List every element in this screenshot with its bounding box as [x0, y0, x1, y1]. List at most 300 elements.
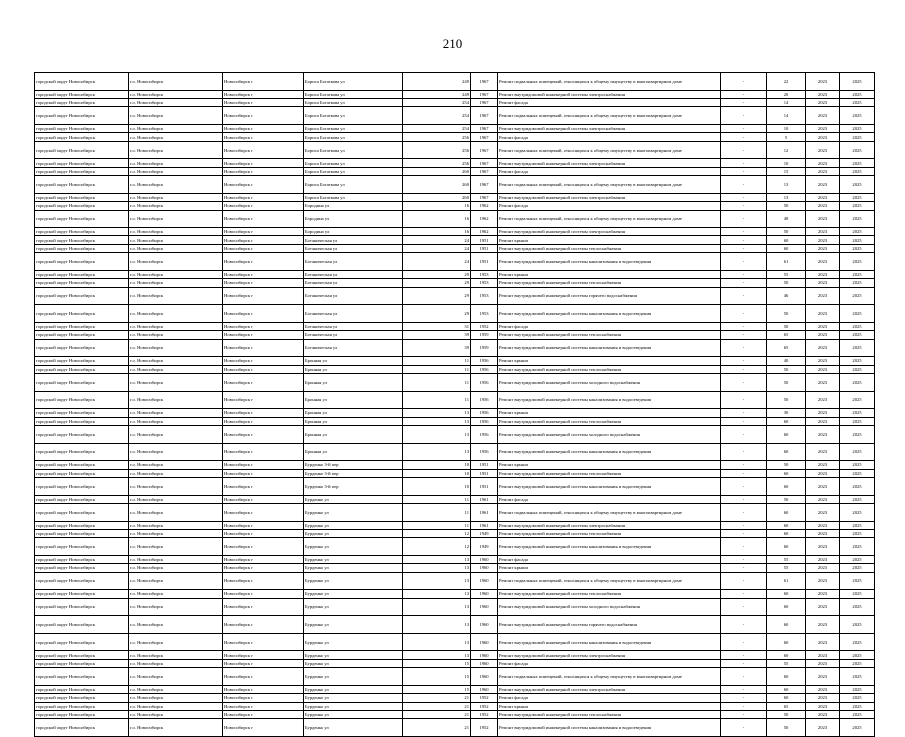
- cost-cell: 20: [767, 90, 806, 98]
- district-cell: городской округ Новосибирск: [35, 331, 129, 339]
- work-type-cell: Ремонт внутридомовой инженерной системы канализования и водоотведения: [498, 477, 721, 495]
- end-year-cell: 2025: [840, 305, 875, 323]
- cost-cell: 13: [767, 193, 806, 201]
- district-cell: городской округ Новосибирск: [35, 668, 129, 686]
- build-year-cell: 1967: [471, 107, 498, 125]
- district-cell: городской округ Новосибирск: [35, 503, 129, 521]
- locality-cell: Новосибирск г: [223, 461, 304, 469]
- table-row: [35, 633, 875, 651]
- cost-cell: 50: [767, 719, 806, 737]
- dash-cell: -: [721, 651, 767, 659]
- work-type-cell: Ремонт фасада: [498, 98, 721, 106]
- build-year-cell: 1956: [471, 391, 498, 409]
- work-type-cell: Ремонт подвальных помещений, относящихся к общему имуществу в многоквартирном доме: [498, 572, 721, 590]
- house-number-cell: 13: [403, 651, 471, 659]
- municipality-cell: г.о. Новосибирск: [129, 694, 223, 702]
- cost-cell: 50: [767, 228, 806, 236]
- house-number-cell: 11: [403, 521, 471, 529]
- end-year-cell: 2025: [840, 702, 875, 710]
- build-year-cell: 1960: [471, 564, 498, 572]
- end-year-cell: 2025: [840, 73, 875, 91]
- table-body: [35, 73, 875, 737]
- municipality-cell: г.о. Новосибирск: [129, 495, 223, 503]
- street-cell: Бурденко ул: [304, 503, 403, 521]
- locality-cell: Новосибирск г: [223, 373, 304, 391]
- build-year-cell: 1960: [471, 651, 498, 659]
- locality-cell: Новосибирск г: [223, 287, 304, 305]
- table-row: [35, 244, 875, 252]
- cost-cell: 10: [767, 159, 806, 167]
- district-cell: городской округ Новосибирск: [35, 719, 129, 737]
- start-year-cell: 2023: [806, 373, 840, 391]
- table-row: [35, 529, 875, 537]
- end-year-cell: 2025: [840, 633, 875, 651]
- cost-cell: 10: [767, 124, 806, 132]
- municipality-cell: г.о. Новосибирск: [129, 210, 223, 228]
- locality-cell: Новосибирск г: [223, 668, 304, 686]
- dash-cell: -: [721, 719, 767, 737]
- locality-cell: Новосибирск г: [223, 141, 304, 159]
- table-row: [35, 572, 875, 590]
- start-year-cell: 2023: [806, 167, 840, 175]
- dash-cell: -: [721, 616, 767, 634]
- end-year-cell: 2025: [840, 477, 875, 495]
- end-year-cell: 2025: [840, 141, 875, 159]
- work-type-cell: Ремонт внутридомовой инженерной системы теплоснабжения: [498, 417, 721, 425]
- cost-cell: 60: [767, 668, 806, 686]
- start-year-cell: 2023: [806, 98, 840, 106]
- table-row: [35, 538, 875, 556]
- table-row: [35, 141, 875, 159]
- build-year-cell: 1961: [471, 521, 498, 529]
- locality-cell: Новосибирск г: [223, 159, 304, 167]
- end-year-cell: 2025: [840, 193, 875, 201]
- locality-cell: Новосибирск г: [223, 124, 304, 132]
- work-type-cell: Ремонт фасада: [498, 167, 721, 175]
- street-cell: Бурденко ул: [304, 616, 403, 634]
- work-type-cell: Ремонт подвальных помещений, относящихся к общему имуществу в многоквартирном доме: [498, 107, 721, 125]
- table-row: [35, 409, 875, 417]
- table-row: [35, 443, 875, 461]
- table-row: [35, 159, 875, 167]
- locality-cell: Новосибирск г: [223, 391, 304, 409]
- house-number-cell: 15: [403, 685, 471, 693]
- build-year-cell: 1952: [471, 322, 498, 330]
- locality-cell: Новосибирск г: [223, 339, 304, 357]
- street-cell: Ботаническая ул: [304, 244, 403, 252]
- locality-cell: Новосибирск г: [223, 133, 304, 141]
- build-year-cell: 1960: [471, 616, 498, 634]
- dash-cell: -: [721, 659, 767, 667]
- start-year-cell: 2023: [806, 590, 840, 598]
- start-year-cell: 2023: [806, 244, 840, 252]
- house-number-cell: 249: [403, 90, 471, 98]
- district-cell: городской округ Новосибирск: [35, 409, 129, 417]
- district-cell: городской округ Новосибирск: [35, 521, 129, 529]
- build-year-cell: 1951: [471, 477, 498, 495]
- table-row: [35, 521, 875, 529]
- start-year-cell: 2023: [806, 253, 840, 271]
- district-cell: городской округ Новосибирск: [35, 159, 129, 167]
- dash-cell: -: [721, 244, 767, 252]
- district-cell: городской округ Новосибирск: [35, 202, 129, 210]
- dash-cell: -: [721, 710, 767, 718]
- table-row: [35, 176, 875, 194]
- end-year-cell: 2025: [840, 461, 875, 469]
- house-number-cell: 29: [403, 305, 471, 323]
- cost-cell: 55: [767, 564, 806, 572]
- start-year-cell: 2023: [806, 287, 840, 305]
- dash-cell: -: [721, 210, 767, 228]
- house-number-cell: 254: [403, 98, 471, 106]
- house-number-cell: 13: [403, 417, 471, 425]
- end-year-cell: 2025: [840, 598, 875, 616]
- locality-cell: Новосибирск г: [223, 253, 304, 271]
- start-year-cell: 2023: [806, 409, 840, 417]
- house-number-cell: 254: [403, 107, 471, 125]
- build-year-cell: 1951: [471, 253, 498, 271]
- build-year-cell: 1953: [471, 305, 498, 323]
- dash-cell: -: [721, 461, 767, 469]
- street-cell: Бориса Богаткова ул: [304, 193, 403, 201]
- work-type-cell: Ремонт внутридомовой инженерной системы теплоснабжения: [498, 365, 721, 373]
- street-cell: Бориса Богаткова ул: [304, 98, 403, 106]
- street-cell: Бурденко ул: [304, 710, 403, 718]
- build-year-cell: 1960: [471, 633, 498, 651]
- dash-cell: -: [721, 357, 767, 365]
- district-cell: городской округ Новосибирск: [35, 529, 129, 537]
- district-cell: городской округ Новосибирск: [35, 305, 129, 323]
- work-type-cell: Ремонт подвальных помещений, относящихся к общему имуществу в многоквартирном доме: [498, 503, 721, 521]
- locality-cell: Новосибирск г: [223, 538, 304, 556]
- work-type-cell: Ремонт внутридомовой инженерной системы электроснабжения: [498, 193, 721, 201]
- dash-cell: -: [721, 555, 767, 563]
- build-year-cell: 1949: [471, 529, 498, 537]
- locality-cell: Новосибирск г: [223, 73, 304, 91]
- locality-cell: Новосибирск г: [223, 322, 304, 330]
- table-row: [35, 694, 875, 702]
- locality-cell: Новосибирск г: [223, 590, 304, 598]
- table-row: [35, 98, 875, 106]
- district-cell: городской округ Новосибирск: [35, 210, 129, 228]
- start-year-cell: 2023: [806, 357, 840, 365]
- street-cell: Бурденко ул: [304, 694, 403, 702]
- district-cell: городской округ Новосибирск: [35, 598, 129, 616]
- street-cell: Бронная ул: [304, 409, 403, 417]
- cost-cell: 14: [767, 107, 806, 125]
- cost-cell: 60: [767, 590, 806, 598]
- dash-cell: -: [721, 391, 767, 409]
- work-type-cell: Ремонт внутридомовой инженерной системы теплоснабжения: [498, 331, 721, 339]
- table-row: [35, 495, 875, 503]
- district-cell: городской округ Новосибирск: [35, 391, 129, 409]
- locality-cell: Новосибирск г: [223, 202, 304, 210]
- house-number-cell: 256: [403, 159, 471, 167]
- build-year-cell: 1967: [471, 124, 498, 132]
- locality-cell: Новосибирск г: [223, 572, 304, 590]
- dash-cell: -: [721, 193, 767, 201]
- cost-cell: 60: [767, 538, 806, 556]
- street-cell: Ботаническая ул: [304, 305, 403, 323]
- end-year-cell: 2025: [840, 287, 875, 305]
- cost-cell: 55: [767, 555, 806, 563]
- house-number-cell: 11: [403, 373, 471, 391]
- street-cell: Ботаническая ул: [304, 287, 403, 305]
- cost-cell: 61: [767, 253, 806, 271]
- municipality-cell: г.о. Новосибирск: [129, 98, 223, 106]
- work-type-cell: Ремонт внутридомовой инженерной системы теплоснабжения: [498, 279, 721, 287]
- build-year-cell: 1952: [471, 710, 498, 718]
- district-cell: городской округ Новосибирск: [35, 236, 129, 244]
- locality-cell: Новосибирск г: [223, 210, 304, 228]
- house-number-cell: 13: [403, 572, 471, 590]
- build-year-cell: 1952: [471, 702, 498, 710]
- work-type-cell: Ремонт подвальных помещений, относящихся к общему имуществу в многоквартирном доме: [498, 176, 721, 194]
- district-cell: городской округ Новосибирск: [35, 702, 129, 710]
- work-type-cell: Ремонт фасада: [498, 133, 721, 141]
- municipality-cell: г.о. Новосибирск: [129, 167, 223, 175]
- cost-cell: 12: [767, 141, 806, 159]
- cost-cell: 60: [767, 616, 806, 634]
- district-cell: городской округ Новосибирск: [35, 90, 129, 98]
- table-row: [35, 305, 875, 323]
- dash-cell: -: [721, 477, 767, 495]
- house-number-cell: 12: [403, 538, 471, 556]
- cost-cell: 65: [767, 339, 806, 357]
- start-year-cell: 2023: [806, 598, 840, 616]
- municipality-cell: г.о. Новосибирск: [129, 331, 223, 339]
- dash-cell: -: [721, 322, 767, 330]
- street-cell: Бородина ул: [304, 202, 403, 210]
- build-year-cell: 1953: [471, 279, 498, 287]
- locality-cell: Новосибирск г: [223, 469, 304, 477]
- dash-cell: -: [721, 503, 767, 521]
- dash-cell: -: [721, 305, 767, 323]
- house-number-cell: 13: [403, 590, 471, 598]
- dash-cell: -: [721, 202, 767, 210]
- municipality-cell: г.о. Новосибирск: [129, 322, 223, 330]
- work-type-cell: Ремонт внутридомовой инженерной системы канализования и водоотведения: [498, 633, 721, 651]
- house-number-cell: 31: [403, 322, 471, 330]
- district-cell: городской округ Новосибирск: [35, 461, 129, 469]
- work-type-cell: Ремонт подвальных помещений, относящихся к общему имуществу в многоквартирном доме: [498, 210, 721, 228]
- dash-cell: -: [721, 529, 767, 537]
- end-year-cell: 2025: [840, 159, 875, 167]
- dash-cell: -: [721, 287, 767, 305]
- end-year-cell: 2025: [840, 244, 875, 252]
- district-cell: городской округ Новосибирск: [35, 633, 129, 651]
- district-cell: городской округ Новосибирск: [35, 417, 129, 425]
- work-type-cell: Ремонт внутридомовой инженерной системы канализования и водоотведения: [498, 391, 721, 409]
- house-number-cell: 15: [403, 668, 471, 686]
- dash-cell: -: [721, 633, 767, 651]
- end-year-cell: 2025: [840, 176, 875, 194]
- street-cell: Ботаническая ул: [304, 253, 403, 271]
- end-year-cell: 2025: [840, 357, 875, 365]
- work-type-cell: Ремонт подвальных помещений, относящихся к общему имуществу в многоквартирном доме: [498, 141, 721, 159]
- end-year-cell: 2025: [840, 90, 875, 98]
- municipality-cell: г.о. Новосибирск: [129, 425, 223, 443]
- district-cell: городской округ Новосибирск: [35, 443, 129, 461]
- dash-cell: -: [721, 73, 767, 91]
- municipality-cell: г.о. Новосибирск: [129, 270, 223, 278]
- house-number-cell: 24: [403, 236, 471, 244]
- build-year-cell: 1956: [471, 443, 498, 461]
- district-cell: городской округ Новосибирск: [35, 98, 129, 106]
- locality-cell: Новосибирск г: [223, 633, 304, 651]
- house-number-cell: 16: [403, 210, 471, 228]
- cost-cell: 14: [767, 98, 806, 106]
- table-row: [35, 253, 875, 271]
- district-cell: городской округ Новосибирск: [35, 124, 129, 132]
- work-type-cell: Ремонт внутридомовой инженерной системы холодного водоснабжения: [498, 425, 721, 443]
- district-cell: городской округ Новосибирск: [35, 373, 129, 391]
- cost-cell: 60: [767, 425, 806, 443]
- municipality-cell: г.о. Новосибирск: [129, 417, 223, 425]
- dash-cell: -: [721, 339, 767, 357]
- street-cell: Бурденко ул: [304, 572, 403, 590]
- table-row: [35, 503, 875, 521]
- house-number-cell: 11: [403, 503, 471, 521]
- dash-cell: -: [721, 495, 767, 503]
- street-cell: Бурденко ул: [304, 685, 403, 693]
- start-year-cell: 2023: [806, 702, 840, 710]
- work-type-cell: Ремонт внутридомовой инженерной системы теплоснабжения: [498, 529, 721, 537]
- street-cell: Бурденко ул: [304, 659, 403, 667]
- table-row: [35, 287, 875, 305]
- cost-cell: 5: [767, 133, 806, 141]
- repair-register-table: [34, 72, 875, 737]
- house-number-cell: 29: [403, 279, 471, 287]
- cost-cell: 60: [767, 477, 806, 495]
- dash-cell: -: [721, 107, 767, 125]
- work-type-cell: Ремонт внутридомовой инженерной системы теплоснабжения: [498, 469, 721, 477]
- municipality-cell: г.о. Новосибирск: [129, 719, 223, 737]
- table-row: [35, 668, 875, 686]
- work-type-cell: Ремонт внутридомовой инженерной системы электроснабжения: [498, 124, 721, 132]
- municipality-cell: г.о. Новосибирск: [129, 529, 223, 537]
- end-year-cell: 2025: [840, 555, 875, 563]
- street-cell: Бориса Богаткова ул: [304, 141, 403, 159]
- start-year-cell: 2023: [806, 555, 840, 563]
- build-year-cell: 1967: [471, 90, 498, 98]
- municipality-cell: г.о. Новосибирск: [129, 236, 223, 244]
- house-number-cell: 13: [403, 616, 471, 634]
- district-cell: городской округ Новосибирск: [35, 253, 129, 271]
- house-number-cell: 256: [403, 141, 471, 159]
- locality-cell: Новосибирск г: [223, 244, 304, 252]
- start-year-cell: 2023: [806, 719, 840, 737]
- end-year-cell: 2025: [840, 365, 875, 373]
- build-year-cell: 1959: [471, 331, 498, 339]
- dash-cell: -: [721, 253, 767, 271]
- house-number-cell: 256: [403, 133, 471, 141]
- end-year-cell: 2025: [840, 590, 875, 598]
- end-year-cell: 2025: [840, 202, 875, 210]
- district-cell: городской округ Новосибирск: [35, 322, 129, 330]
- locality-cell: Новосибирск г: [223, 90, 304, 98]
- start-year-cell: 2023: [806, 477, 840, 495]
- municipality-cell: г.о. Новосибирск: [129, 685, 223, 693]
- house-number-cell: 10: [403, 477, 471, 495]
- table-row: [35, 90, 875, 98]
- street-cell: Бронная ул: [304, 365, 403, 373]
- table-row: [35, 651, 875, 659]
- table-row: [35, 210, 875, 228]
- municipality-cell: г.о. Новосибирск: [129, 253, 223, 271]
- district-cell: городской округ Новосибирск: [35, 469, 129, 477]
- house-number-cell: 249: [403, 73, 471, 91]
- street-cell: Бурденко ул: [304, 495, 403, 503]
- end-year-cell: 2025: [840, 521, 875, 529]
- work-type-cell: Ремонт внутридомовой инженерной системы канализования и водоотведения: [498, 538, 721, 556]
- municipality-cell: г.о. Новосибирск: [129, 90, 223, 98]
- table-row: [35, 228, 875, 236]
- build-year-cell: 1960: [471, 572, 498, 590]
- work-type-cell: Ремонт подвальных помещений, относящихся к общему имуществу в многоквартирном доме: [498, 73, 721, 91]
- end-year-cell: 2025: [840, 425, 875, 443]
- street-cell: Бориса Богаткова ул: [304, 176, 403, 194]
- street-cell: Бурденко 3-й пер: [304, 477, 403, 495]
- municipality-cell: г.о. Новосибирск: [129, 228, 223, 236]
- work-type-cell: Ремонт внутридомовой инженерной системы теплоснабжения: [498, 710, 721, 718]
- district-cell: городской округ Новосибирск: [35, 107, 129, 125]
- page-number: 210: [442, 36, 463, 51]
- municipality-cell: г.о. Новосибирск: [129, 124, 223, 132]
- cost-cell: 60: [767, 417, 806, 425]
- house-number-cell: 11: [403, 365, 471, 373]
- build-year-cell: 1959: [471, 339, 498, 357]
- start-year-cell: 2023: [806, 495, 840, 503]
- house-number-cell: 21: [403, 694, 471, 702]
- start-year-cell: 2023: [806, 90, 840, 98]
- district-cell: городской округ Новосибирск: [35, 339, 129, 357]
- build-year-cell: 1951: [471, 244, 498, 252]
- cost-cell: 50: [767, 461, 806, 469]
- cost-cell: 60: [767, 521, 806, 529]
- build-year-cell: 1952: [471, 694, 498, 702]
- cost-cell: 30: [767, 409, 806, 417]
- start-year-cell: 2023: [806, 564, 840, 572]
- street-cell: Ботаническая ул: [304, 236, 403, 244]
- district-cell: городской округ Новосибирск: [35, 287, 129, 305]
- dash-cell: -: [721, 124, 767, 132]
- locality-cell: Новосибирск г: [223, 193, 304, 201]
- dash-cell: -: [721, 564, 767, 572]
- house-number-cell: 13: [403, 409, 471, 417]
- house-number-cell: 260: [403, 176, 471, 194]
- start-year-cell: 2023: [806, 228, 840, 236]
- house-number-cell: 13: [403, 555, 471, 563]
- dash-cell: -: [721, 236, 767, 244]
- street-cell: Бронная ул: [304, 373, 403, 391]
- end-year-cell: 2025: [840, 279, 875, 287]
- work-type-cell: Ремонт крыши: [498, 270, 721, 278]
- work-type-cell: Ремонт внутридомовой инженерной системы электроснабжения: [498, 521, 721, 529]
- build-year-cell: 1956: [471, 365, 498, 373]
- work-type-cell: Ремонт крыши: [498, 357, 721, 365]
- start-year-cell: 2023: [806, 331, 840, 339]
- locality-cell: Новосибирск г: [223, 710, 304, 718]
- street-cell: Бурденко ул: [304, 529, 403, 537]
- table-row: [35, 461, 875, 469]
- house-number-cell: 10: [403, 461, 471, 469]
- locality-cell: Новосибирск г: [223, 719, 304, 737]
- locality-cell: Новосибирск г: [223, 529, 304, 537]
- build-year-cell: 1960: [471, 590, 498, 598]
- table-row: [35, 391, 875, 409]
- dash-cell: -: [721, 331, 767, 339]
